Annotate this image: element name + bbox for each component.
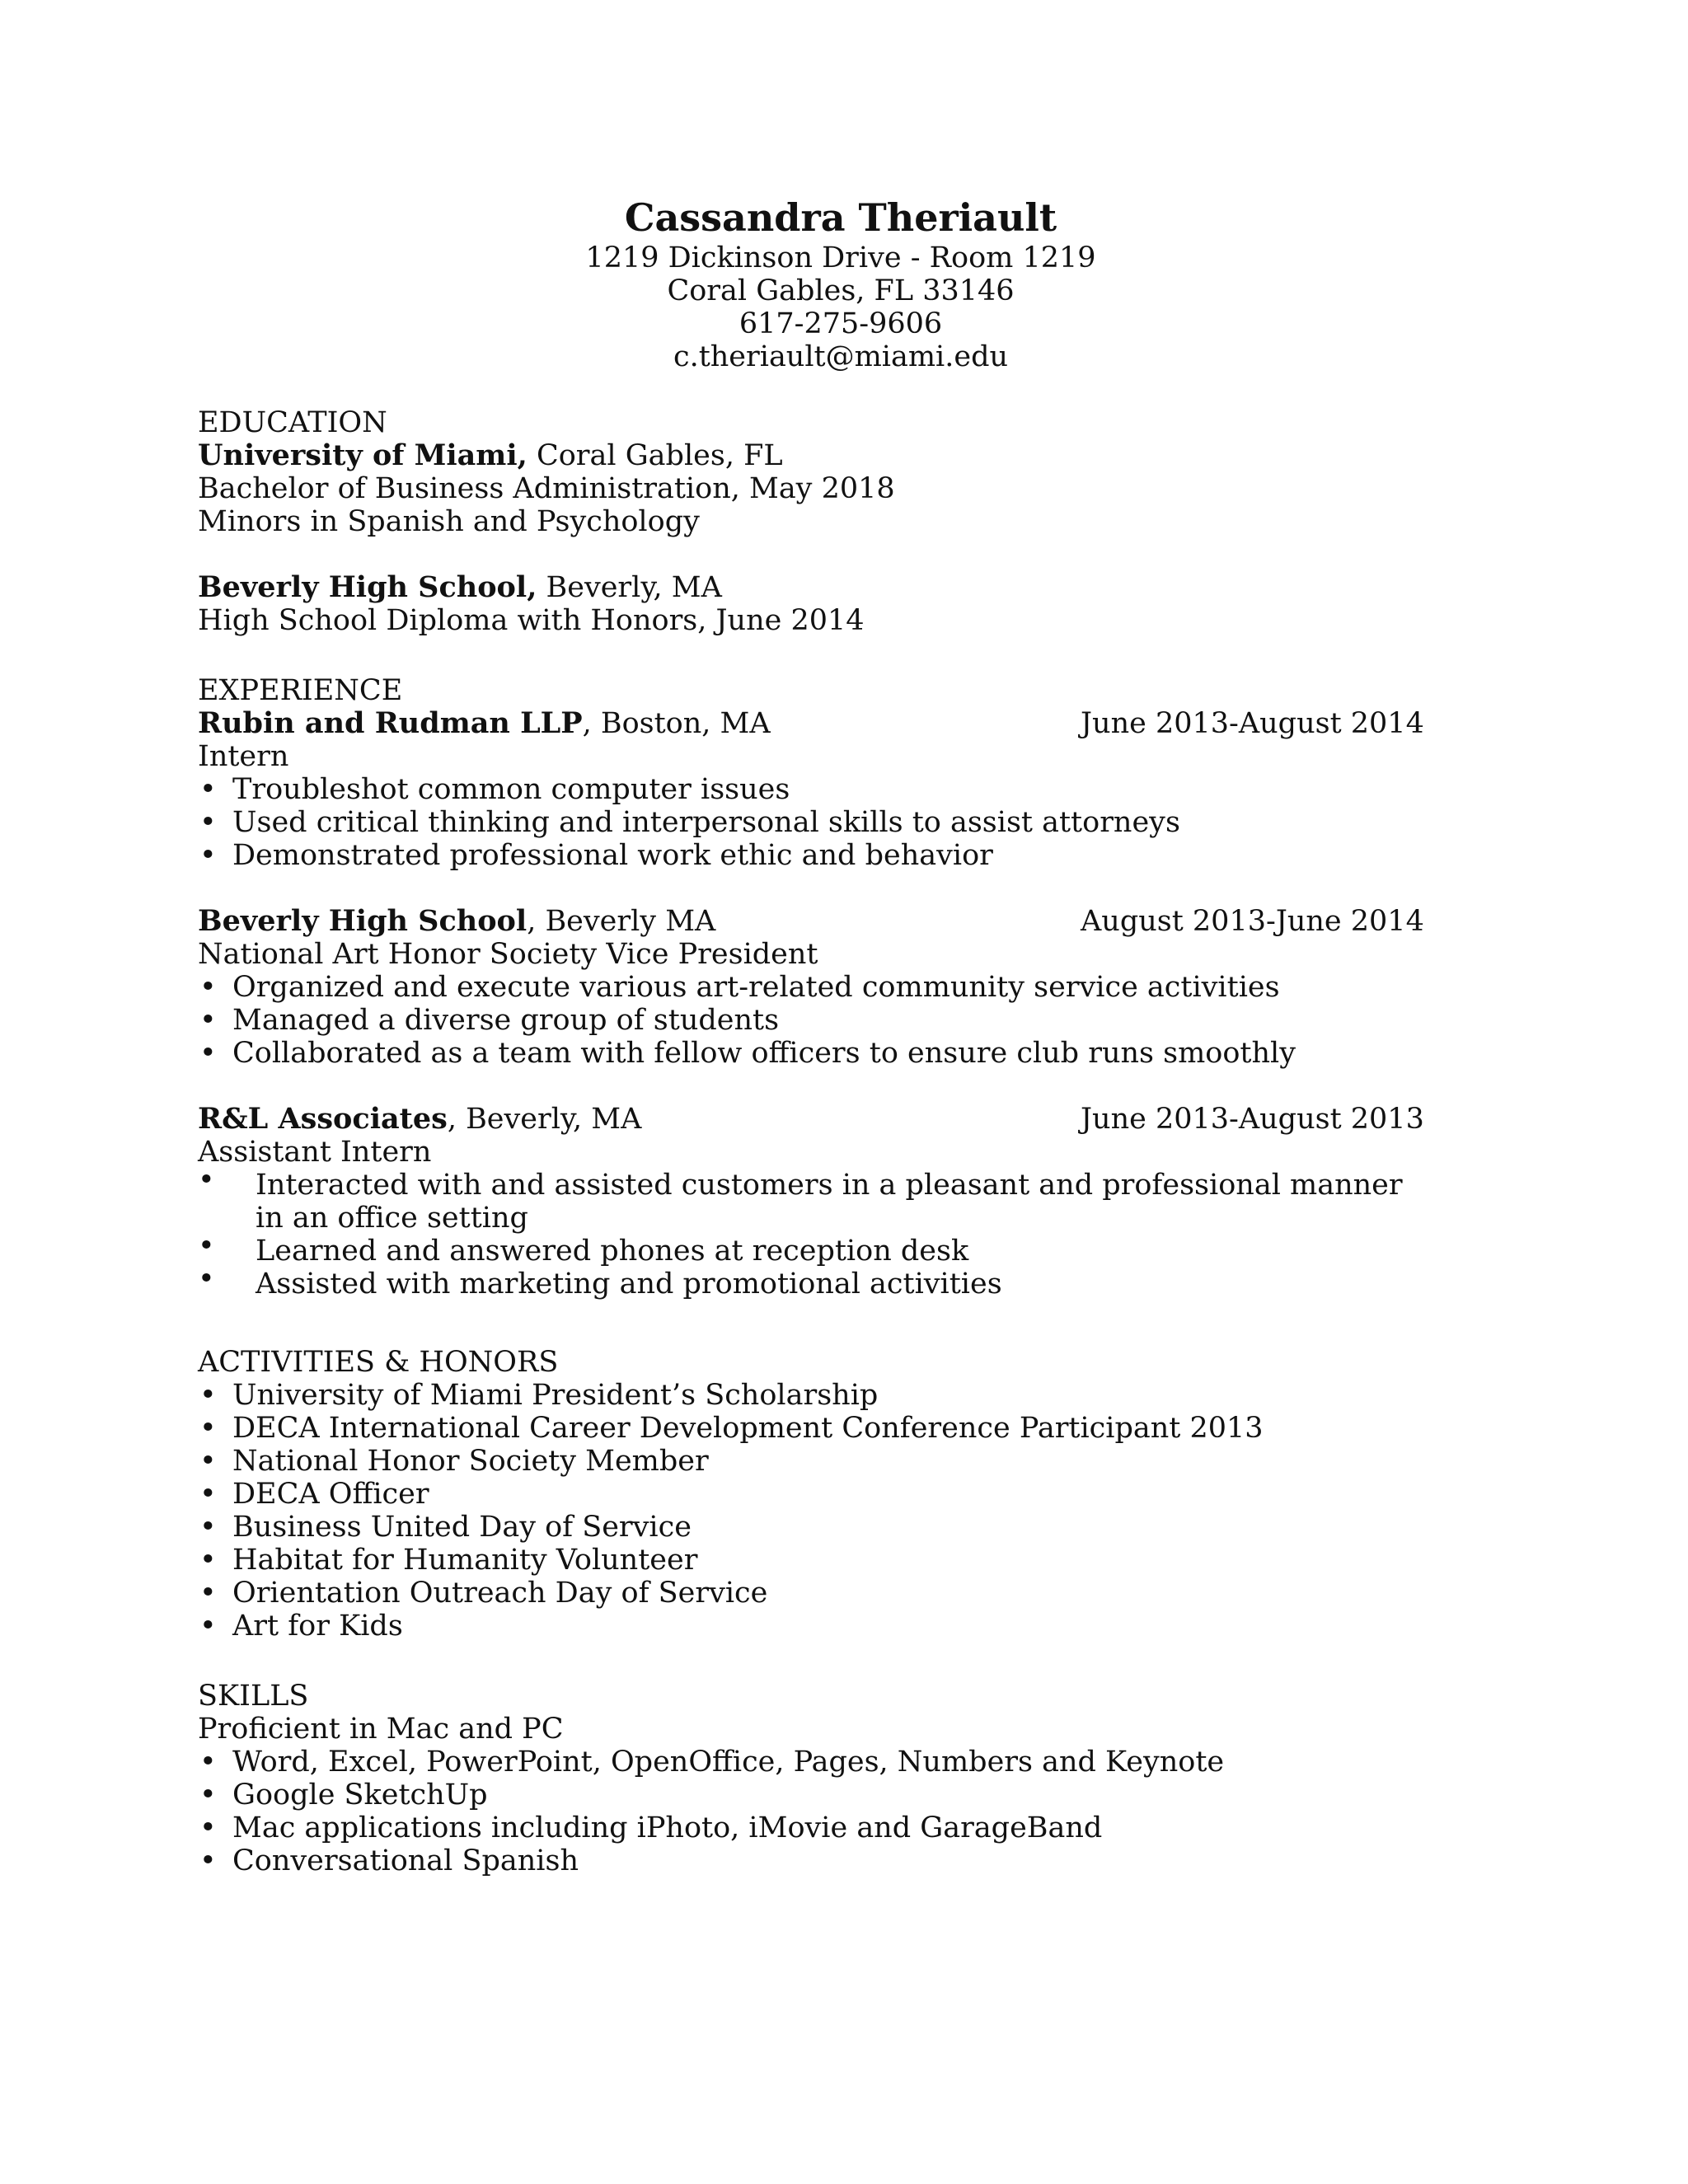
experience-entry xyxy=(198,905,1484,1070)
experience-entry xyxy=(198,1103,1484,1301)
school-name: Beverly High School, xyxy=(198,570,537,604)
list-item: • National Honor Society Member xyxy=(198,1445,1484,1478)
email-address: c.theriault@miami.edu xyxy=(673,340,1009,373)
list-item: • DECA International Career Development Conference Participant 2013 xyxy=(198,1412,1484,1445)
employment-dates: June 2013-August 2013 xyxy=(1081,1103,1424,1136)
employment-dates: June 2013-August 2014 xyxy=(1081,707,1424,740)
education-entry-school xyxy=(198,439,1484,472)
employer-location: , Beverly, MA xyxy=(447,1103,642,1136)
candidate-name: Cassandra Theriault xyxy=(624,195,1057,240)
section-title-skills: SKILLS xyxy=(198,1680,309,1713)
experience-header-row xyxy=(198,707,1484,740)
minors-line: Minors in Spanish and Psychology xyxy=(198,505,700,538)
school-name: University of Miami, xyxy=(198,438,528,472)
list-item: • Art for Kids xyxy=(198,1610,1484,1643)
employer-location: , Boston, MA xyxy=(582,707,771,740)
section-title-experience: EXPERIENCE xyxy=(198,674,403,707)
skills-section xyxy=(198,1680,1484,1877)
list-item: • Orientation Outreach Day of Service xyxy=(198,1577,1484,1610)
list-item: • Troubleshot common computer issues xyxy=(198,773,1484,806)
list-item: • Learned and answered phones at reception desk xyxy=(198,1235,1484,1268)
section-title-education: EDUCATION xyxy=(198,406,387,439)
job-role: Intern xyxy=(198,740,289,773)
job-role: National Art Honor Society Vice President xyxy=(198,938,818,971)
employer-name: R&L Associates xyxy=(198,1102,448,1136)
job-bullets xyxy=(198,971,1484,1070)
education-entry-highschool xyxy=(198,571,1484,637)
list-item: • Conversational Spanish xyxy=(198,1844,1484,1877)
list-item: • Managed a diverse group of students xyxy=(198,1004,1484,1037)
education-section xyxy=(198,406,1484,538)
list-item: • University of Miami President’s Scholarship xyxy=(198,1379,1484,1412)
activities-section xyxy=(198,1346,1484,1643)
school-location: Beverly, MA xyxy=(537,571,722,604)
list-item: • Word, Excel, PowerPoint, OpenOffice, Pages, Numbers and Keynote xyxy=(198,1746,1484,1779)
address-line-2: Coral Gables, FL 33146 xyxy=(667,274,1015,307)
experience-header-row xyxy=(198,905,1484,938)
school-location: Coral Gables, FL xyxy=(527,439,783,472)
skills-intro: Proficient in Mac and PC xyxy=(198,1713,564,1746)
employer-name: Rubin and Rudman LLP xyxy=(198,706,583,740)
list-item: • Interacted with and assisted customers in a pleasant and professional manner in an office setting xyxy=(198,1169,1426,1235)
activities-list xyxy=(198,1379,1484,1643)
list-item: • Used critical thinking and interpersonal skills to assist attorneys xyxy=(198,806,1484,839)
list-item: • Organized and execute various art-related community service activities xyxy=(198,971,1484,1004)
experience-section xyxy=(198,674,1484,872)
employer-name: Beverly High School xyxy=(198,904,528,938)
job-bullets xyxy=(198,773,1484,872)
list-item: • Collaborated as a team with fellow officers to ensure club runs smoothly xyxy=(198,1037,1484,1070)
degree-line: Bachelor of Business Administration, May 2018 xyxy=(198,472,895,505)
list-item: • Habitat for Humanity Volunteer xyxy=(198,1544,1484,1577)
section-title-activities: ACTIVITIES & HONORS xyxy=(198,1346,559,1379)
list-item: • Business United Day of Service xyxy=(198,1511,1484,1544)
list-item: • Demonstrated professional work ethic and behavior xyxy=(198,839,1484,872)
job-bullets xyxy=(198,1169,1484,1301)
job-role: Assistant Intern xyxy=(198,1136,432,1169)
resume-header xyxy=(198,194,1484,373)
skills-list xyxy=(198,1746,1484,1877)
list-item: • Google SketchUp xyxy=(198,1779,1484,1811)
experience-header-row xyxy=(198,1103,1484,1136)
address-line-1: 1219 Dickinson Drive - Room 1219 xyxy=(585,241,1096,274)
education-entry-school xyxy=(198,571,1484,604)
list-item: • DECA Officer xyxy=(198,1478,1484,1511)
employer-location: , Beverly MA xyxy=(527,905,716,938)
list-item: • Assisted with marketing and promotional activities xyxy=(198,1268,1484,1301)
phone-number: 617-275-9606 xyxy=(738,307,943,340)
employment-dates: August 2013-June 2014 xyxy=(1081,905,1424,938)
diploma-line: High School Diploma with Honors, June 2014 xyxy=(198,604,865,637)
list-item: • Mac applications including iPhoto, iMovie and GarageBand xyxy=(198,1811,1484,1844)
